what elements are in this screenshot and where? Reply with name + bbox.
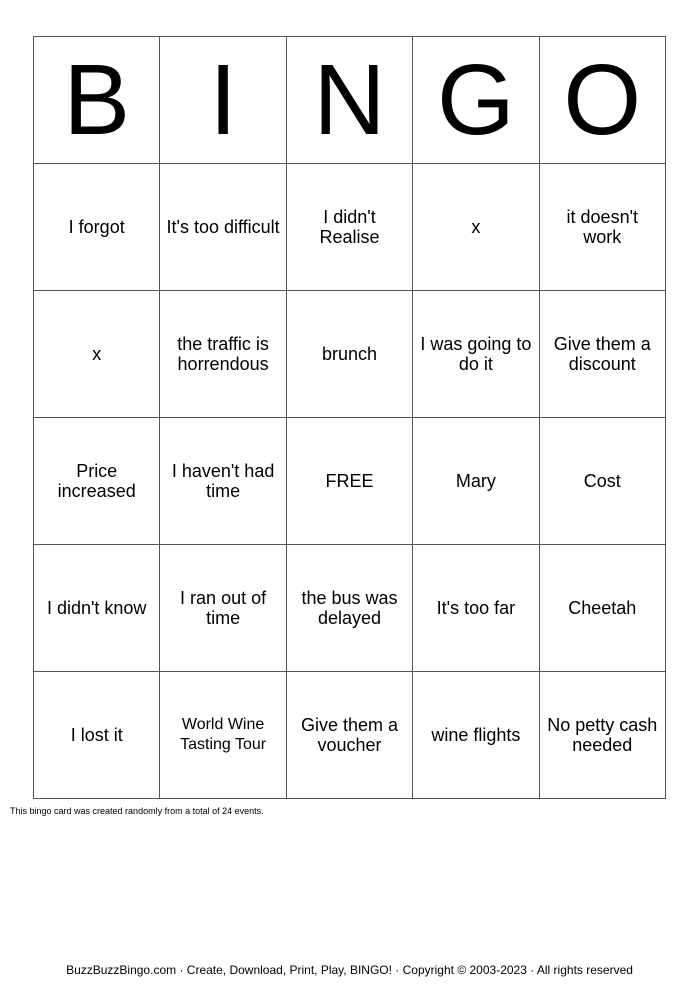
header-letter-o: O (539, 37, 665, 164)
header-letter-n: N (286, 37, 412, 164)
header-letter-i: I (160, 37, 286, 164)
grid-row-5 (34, 672, 666, 799)
grid-cell (539, 545, 665, 672)
grid-cell (539, 418, 665, 545)
grid-cell (539, 672, 665, 799)
grid-cell (160, 672, 286, 799)
cell-text: I haven't had time (171, 461, 275, 501)
grid-cell (539, 291, 665, 418)
cell-text: Give them a discount (553, 334, 651, 374)
card-footnote: This bingo card was created randomly from a total of 24 events. (10, 806, 264, 816)
grid-cell (34, 164, 160, 291)
grid-cell (160, 291, 286, 418)
grid-cell (34, 418, 160, 545)
cell-text: brunch (321, 344, 377, 364)
cell-text: it doesn't work (566, 207, 639, 247)
cell-text: Mary (455, 471, 496, 491)
grid-row-2 (34, 291, 666, 418)
cell-text: wine flights (431, 725, 521, 745)
grid-cell (413, 672, 539, 799)
cell-text: It's too difficult (166, 217, 280, 237)
grid-cell (539, 164, 665, 291)
cell-text: It's too far (436, 598, 516, 618)
grid-row-3 (34, 418, 666, 545)
grid-row-1 (34, 164, 666, 291)
grid-cell (286, 545, 412, 672)
cell-text: x (471, 217, 481, 237)
grid-cell (286, 672, 412, 799)
cell-text: I was going to do it (420, 334, 532, 374)
site-footer: BuzzBuzzBingo.com · Create, Download, Print, Play, BINGO! · Copyright © 2003-2023 · All rights reserved (66, 963, 633, 977)
header-row (34, 37, 666, 164)
cell-text: Give them a voucher (300, 715, 398, 755)
cell-text: x (92, 344, 102, 364)
grid-cell (413, 164, 539, 291)
cell-text: I lost it (70, 725, 123, 745)
cell-text: the traffic is horrendous (177, 334, 269, 374)
cell-text: Price increased (57, 461, 136, 501)
grid-cell (160, 164, 286, 291)
grid-cell (34, 545, 160, 672)
free-space-text: FREE (325, 471, 374, 491)
grid-cell (34, 672, 160, 799)
grid-cell (286, 164, 412, 291)
header-letter-g: G (413, 37, 539, 164)
grid-cell (413, 418, 539, 545)
cell-text: I didn't know (46, 598, 147, 618)
cell-text: I didn't Realise (319, 207, 380, 247)
bingo-card (33, 36, 666, 799)
free-space-cell (286, 418, 412, 545)
cell-text: the bus was delayed (301, 588, 398, 628)
cell-text: Cost (583, 471, 621, 491)
grid-row-4 (34, 545, 666, 672)
header-letter-b: B (34, 37, 160, 164)
grid-cell (413, 545, 539, 672)
grid-cell (286, 291, 412, 418)
cell-text: I forgot (68, 217, 125, 237)
grid-cell (34, 291, 160, 418)
grid-cell (160, 545, 286, 672)
grid-cell (413, 291, 539, 418)
cell-text: Cheetah (568, 598, 637, 618)
cell-text: No petty cash needed (547, 715, 658, 755)
cell-text: I ran out of time (180, 588, 267, 628)
grid-cell (160, 418, 286, 545)
cell-text: World Wine Tasting Tour (180, 716, 267, 753)
